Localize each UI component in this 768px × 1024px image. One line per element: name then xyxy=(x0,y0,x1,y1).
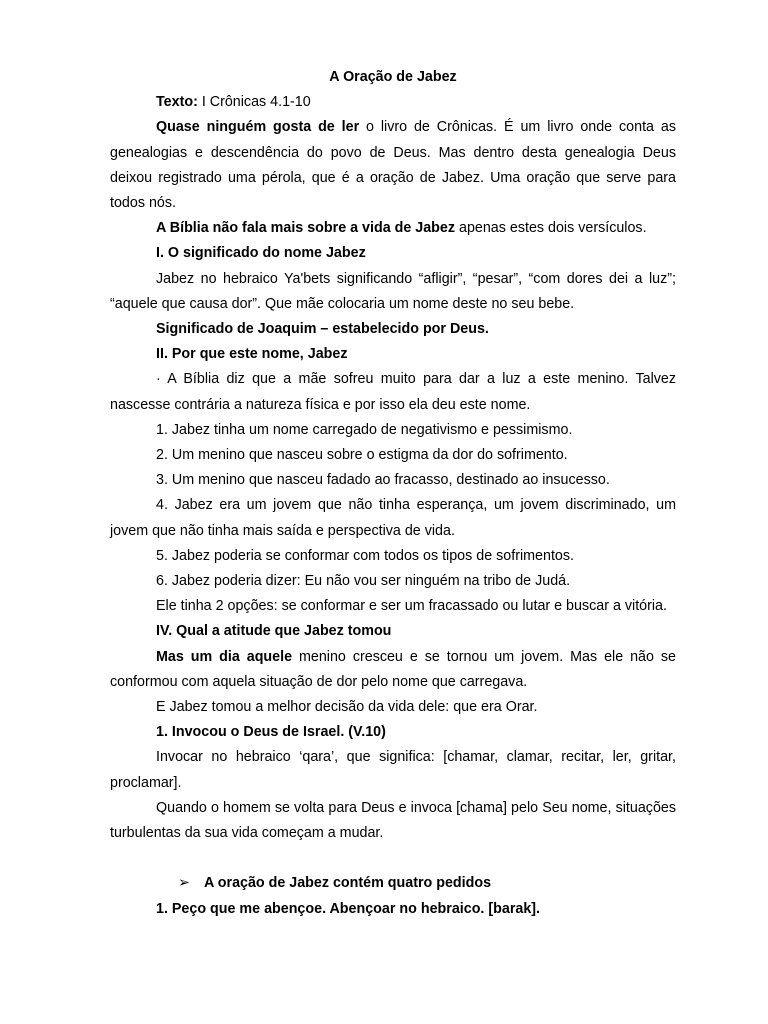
heading-significado: I. O significado do nome Jabez xyxy=(156,245,366,262)
paragraph-homem: Quando o homem se volta para Deus e invoca [chama] pelo Seu nome, situações turbulentas da sua vida começam a mudar. xyxy=(110,799,676,842)
paragraph-hebraico: Jabez no hebraico Ya'bets significando “afligir”, “pesar”, “com dores dei a luz”; “aquele que causa dor”. Que mãe colocaria um nome deste no seu bebe. xyxy=(110,270,676,312)
document-title: A Oração de Jabez xyxy=(329,69,457,85)
heading-abencoe: 1. Peço que me abençoe. Abençoar no hebraico. [barak]. xyxy=(156,900,541,917)
paragraph-intro-bold: Quase ninguém gosta de ler xyxy=(156,119,360,136)
list-item: 6. Jabez poderia dizer: Eu não vou ser ninguém na tribo de Judá. xyxy=(156,573,571,590)
paragraph-qara: Invocar no hebraico ‘qara’, que significa: [chamar, clamar, recitar, ler, gritar, proclamar]. xyxy=(110,749,676,791)
texto-label: Texto: xyxy=(156,94,198,111)
paragraph-biblia-bold: A Bíblia não fala mais sobre a vida de Jabez xyxy=(156,220,456,237)
paragraph-opcoes: Ele tinha 2 opções: se conformar e ser um fracassado ou lutar e buscar a vitória. xyxy=(156,598,667,615)
paragraph-biblia xyxy=(110,216,676,241)
texto-ref: I Crônicas 4.1-10 xyxy=(197,94,311,111)
paragraph-intro-text: o livro de Crônicas. É um livro onde conta as genealogias e descendência do povo de Deus. Mas dentro desta genealogia Deus deixou registrado uma pérola, que é a oração de Jabez. Uma oração que serve para todos nós. xyxy=(110,119,676,212)
paragraph-menino-bold: Mas um dia aquele xyxy=(156,648,293,665)
paragraph-orar: E Jabez tomou a melhor decisão da vida dele: que era Orar. xyxy=(156,699,538,716)
blank-line xyxy=(110,846,676,871)
bullet-pedidos xyxy=(110,871,676,896)
texto-reference xyxy=(110,90,676,115)
paragraph-menino-text: menino cresceu e se tornou um jovem. Mas ele não se conformou com aquela situação de dor pelo nome que carregava. xyxy=(110,648,676,690)
list-item: 3. Um menino que nasceu fadado ao fracasso, destinado ao insucesso. xyxy=(156,472,610,489)
list-item: 1. Jabez tinha um nome carregado de negativismo e pessimismo. xyxy=(156,421,573,438)
paragraph-biblia-text: apenas estes dois versículos. xyxy=(455,220,647,237)
list-item: 2. Um menino que nasceu sobre o estigma da dor do sofrimento. xyxy=(156,447,568,464)
list-item: 5. Jabez poderia se conformar com todos os tipos de sofrimentos. xyxy=(156,547,574,564)
list-item: 4. Jabez era um jovem que não tinha esperança, um jovem discriminado, um jovem que não tinha mais saída e perspectiva de vida. xyxy=(110,497,676,539)
paragraph-joaquim: Significado de Joaquim – estabelecido por Deus. xyxy=(156,321,489,338)
heading-invocou: 1. Invocou o Deus de Israel. (V.10) xyxy=(156,724,386,741)
paragraph-intro xyxy=(110,115,676,216)
paragraph-mae: · A Bíblia diz que a mãe sofreu muito para dar a luz a este menino. Talvez nascesse contrária a natureza física e por isso ela deu este nome. xyxy=(110,371,676,413)
bullet-pedidos-text: A oração de Jabez contém quatro pedidos xyxy=(204,875,492,892)
heading-por-que: II. Por que este nome, Jabez xyxy=(156,346,348,363)
arrow-bullet-icon: ➢ xyxy=(178,875,190,892)
heading-atitude: IV. Qual a atitude que Jabez tomou xyxy=(156,623,392,640)
document-body xyxy=(110,65,676,922)
paragraph-menino xyxy=(110,645,676,695)
